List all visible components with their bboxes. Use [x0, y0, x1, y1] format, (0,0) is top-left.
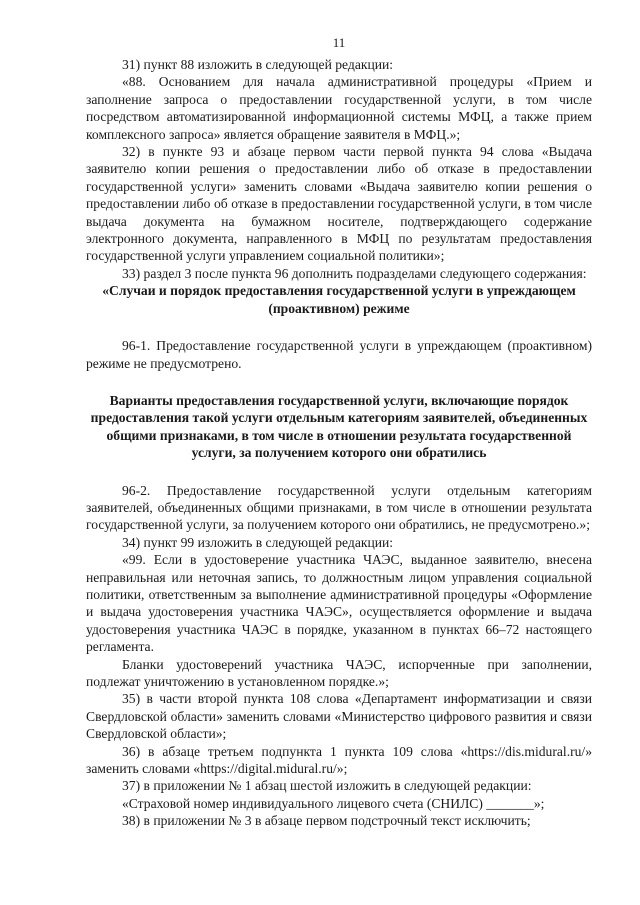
paragraph: 96-2. Предоставление государственной услуги отдельным категориям заявителей, объединенных общими признаками, в том числе в отношении результата государственной услуги, за получением которого они обратились, не предусмотрено.»;	[86, 482, 592, 533]
paragraph-spacer	[86, 462, 592, 482]
paragraph: «Страховой номер индивидуального лицевого счета (СНИЛС) _______»;	[122, 795, 545, 811]
paragraph-spacer	[86, 317, 592, 337]
document-body	[86, 56, 592, 830]
page-number: 11	[332, 35, 346, 50]
paragraph: «88. Основанием для начала административной процедуры «Прием и заполнение запроса о предоставлении государственной услуги, в том числе посредством автоматизированной информационной системы МФЦ, а также прием комплексного запроса» является обращение заявителя в МФЦ.»;	[86, 74, 592, 142]
paragraph: 34) пункт 99 изложить в следующей редакции:	[122, 534, 394, 550]
section-heading: «Случаи и порядок предоставления государственной услуги в упреждающем (проактивном) режиме	[102, 283, 576, 316]
paragraph: 37) в приложении № 1 абзац шестой изложить в следующей редакции:	[122, 778, 532, 794]
paragraph: 96-1. Предоставление государственной услуги в упреждающем (проактивном) режиме не предусмотрено.	[86, 338, 592, 371]
paragraph-spacer	[86, 372, 592, 392]
paragraph: Бланки удостоверений участника ЧАЭС, испорченные при заполнении, подлежат уничтожению в установленном порядке.»;	[86, 656, 592, 689]
paragraph: 33) раздел 3 после пункта 96 дополнить подразделами следующего содержания:	[122, 265, 587, 281]
paragraph: «99. Если в удостоверение участника ЧАЭС, выданное заявителю, внесена неправильная или неточная запись, то должностным лицом управления социальной политики, ответственным за выполнение административной процедуры «Оформление и выдача удостоверения участника ЧАЭС», осуществляется оформление и выдача удостоверения участника ЧАЭС в порядке, указанном в пунктах 66–72 настоящего регламента.	[86, 552, 592, 655]
section-heading: Варианты предоставления государственной услуги, включающие порядок предоставления такой услуги отдельным категориям заявителей, объединенных общими признаками, в том числе в отношении результата государственной услуги, за получением которого они обратились	[90, 392, 588, 461]
paragraph: 36) в абзаце третьем подпункта 1 пункта 109 слова «https://dis.midural.ru/» заменить словами «https://digital.midural.ru/»;	[86, 743, 592, 777]
document-page	[86, 34, 592, 830]
paragraph: 31) пункт 88 изложить в следующей редакции:	[122, 57, 394, 72]
paragraph: 35) в части второй пункта 108 слова «Департамент информатизации и связи Свердловской области» заменить словами «Министерство цифрового развития и связи Свердловской области»;	[86, 691, 592, 742]
paragraph: 32) в пункте 93 и абзаце первом части первой пункта 94 слова «Выдача заявителю копии решения о предоставлении либо об отказе в предоставлении государственной услуги» заменить словами «Выдача заявителю копии решения о предоставлении либо об отказе в предоставлении государственной услуги, в том числе выдача документа на бумажном носителе, подтверждающего содержание электронного документа, направленного в МФЦ по результатам предоставления государственной услуги управлением социальной политики»;	[86, 144, 592, 264]
paragraph: 38) в приложении № 3 в абзаце первом подстрочный текст исключить;	[122, 813, 531, 829]
